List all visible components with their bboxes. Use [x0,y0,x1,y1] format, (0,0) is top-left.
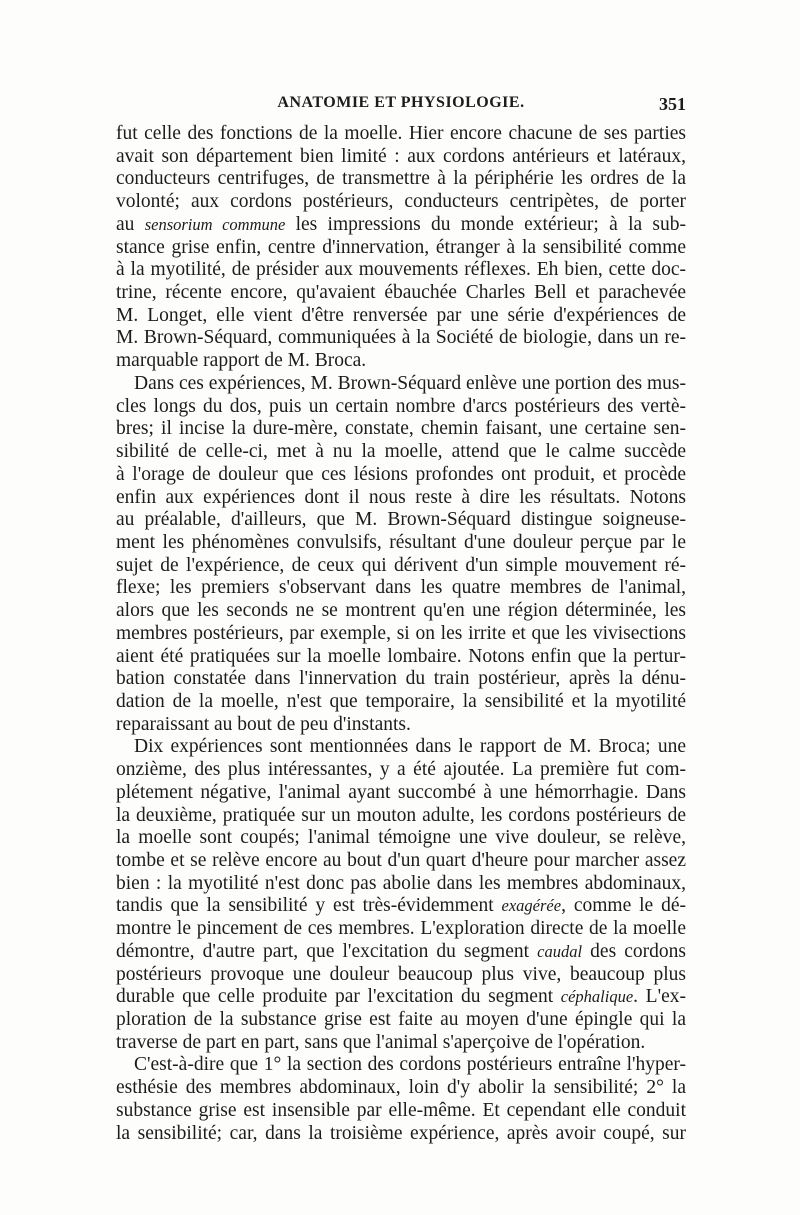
italic-term: caudal [537,941,583,961]
text-line: sujet de l'expérience, de ceux qui dérivent d'un simple mouvement ré- [116,554,686,576]
text-line: démontre, d'autre part, que l'excitation du segment caudal des cordons [116,940,686,962]
text-line: ment les phénomènes convulsifs, résultant d'une douleur perçue par le [116,531,686,553]
running-head: ANATOMIE ET PHYSIOLOGIE. [277,94,525,111]
paragraph [116,373,686,737]
text-line: volonté; aux cordons postérieurs, conducteurs centripètes, de porter [116,191,686,213]
text-line: Dans ces expériences, M. Brown-Séquard enlève une portion des mus- [134,372,686,394]
page-header [116,94,686,124]
text-line: fut celle des fonctions de la moelle. Hier encore chacune de ses parties [116,123,686,144]
text-line: conducteurs centrifuges, de transmettre à la périphérie les ordres de la [116,168,686,190]
text-line: postérieurs provoque une douleur beaucoup plus vive, beaucoup plus [116,963,686,985]
italic-term: sensorium commune [144,214,286,234]
text-line: Dix expériences sont mentionnées dans le rapport de M. Broca; une [134,736,686,758]
text-line: à l'orage de douleur que ces lésions profondes ont produit, et procède [116,463,686,485]
text-line: la deuxième, pratiquée sur un mouton adulte, les cordons postérieurs de [116,804,686,826]
text-line: trine, récente encore, qu'avaient ébauchée Charles Bell et parachevée [116,282,686,304]
text-line: enfin aux expériences dont il nous reste à dire les résultats. Notons [116,486,686,508]
text-line: montre le pincement de ces membres. L'exploration directe de la moelle [116,918,686,940]
text-line: aient été pratiquées sur la moelle lombaire. Notons enfin que la pertur- [116,645,686,667]
body-text [116,123,686,1145]
text-line: tandis que la sensibilité y est très-évidemment exagérée, comme le dé- [116,895,686,917]
text-line: marquable rapport de M. Broca. [116,350,367,372]
text-line: ploration de la substance grise est faite au moyen d'une épingle qui la [116,1009,686,1031]
text-line: substance grise est insensible par elle-même. Et cependant elle conduit [116,1099,686,1121]
text-line: bres; il incise la dure-mère, constate, chemin faisant, une certaine sen- [116,418,686,440]
text-line: la moelle sont coupés; l'animal témoigne une vive douleur, se relève, [116,827,686,849]
text-line: bation constatée dans l'innervation du train postérieur, après la dénu- [116,668,686,690]
text-line: M. Brown-Séquard, communiquées à la Société de biologie, dans un re- [116,327,686,349]
text-line: durable que celle produite par l'excitation du segment céphalique. L'ex- [116,986,686,1008]
page-number: 351 [659,94,686,114]
text-line: alors que les seconds ne se montrent qu'en une région déterminée, les [116,600,686,622]
text-line: flexe; les premiers s'observant dans les quatre membres de l'animal, [116,577,686,599]
text-line: reparaissant au bout de peu d'instants. [116,713,411,735]
text-line: esthésie des membres abdominaux, loin d'y abolir la sensibilité; 2° la [116,1077,686,1099]
text-line: onzième, des plus intéressantes, y a été ajoutée. La première fut com- [116,759,686,781]
text-line: dation de la moelle, n'est que temporaire, la sensibilité et la myotilité [116,690,686,712]
text-line: bien : la myotilité n'est donc pas abolie dans les membres abdominaux, [116,872,686,894]
paragraph [116,1054,686,1145]
text-line: au préalable, d'ailleurs, que M. Brown-Séquard distingue soigneuse- [116,509,686,531]
text-line: la sensibilité; car, dans la troisième expérience, après avoir coupé, sur [116,1122,686,1144]
text-line: stance grise enfin, centre d'innervation, étranger à la sensibilité comme [116,236,686,258]
italic-term: céphalique [560,987,634,1007]
text-line: à la myotilité, de présider aux mouvements réflexes. Eh bien, cette doc- [116,259,686,281]
text-line: membres postérieurs, par exemple, si on les irrite et que les vivisections [116,622,686,644]
text-line: avait son département bien limité : aux cordons antérieurs et latéraux, [116,145,686,167]
text-line: traverse de part en part, sans que l'animal s'aperçoive de l'opération. [116,1031,646,1053]
paragraph [116,736,686,1054]
paragraph [116,123,686,373]
text-line: C'est-à-dire que 1° la section des cordons postérieurs entraîne l'hyper- [134,1054,686,1076]
text-line: au sensorium commune les impressions du monde extérieur; à la sub- [116,213,686,235]
text-line: tombe et se relève encore au bout d'un quart d'heure pour marcher assez [116,850,686,871]
text-line: sibilité de celle-ci, met à nu la moelle, attend que le calme succède [116,441,686,463]
italic-term: exagérée [501,896,562,916]
text-line: M. Longet, elle vient d'être renversée par une série d'expériences de [116,304,686,326]
text-line: cles longs du dos, puis un certain nombre d'arcs postérieurs des vertè- [116,395,686,417]
text-line: plétement négative, l'animal ayant succombé à une hémorrhagie. Dans [116,781,686,803]
